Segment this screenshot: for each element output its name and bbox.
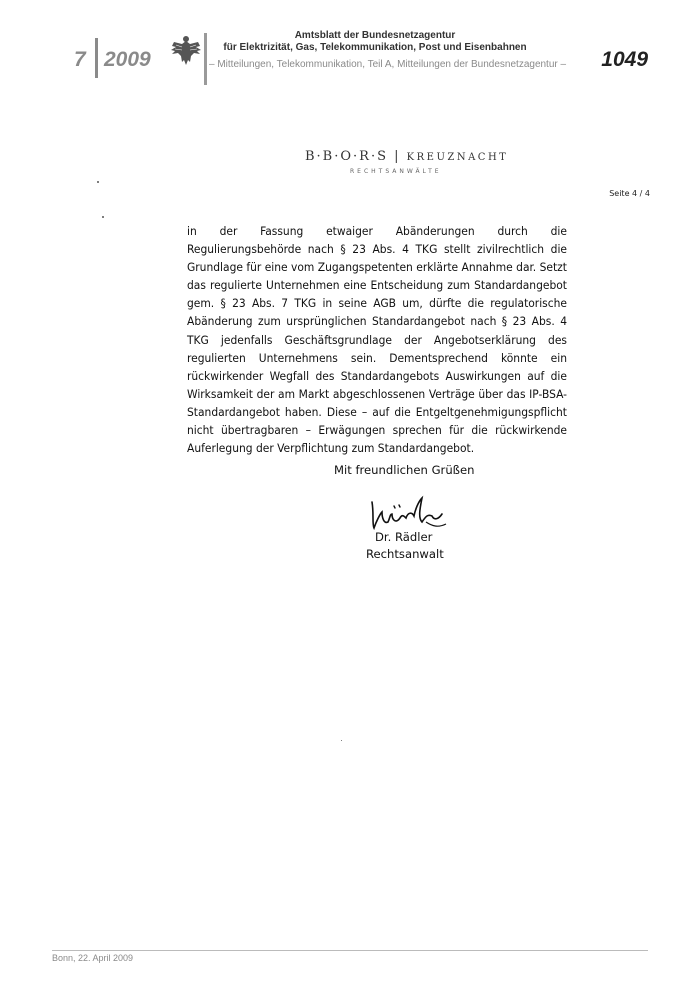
handwritten-signature <box>366 492 452 534</box>
federal-eagle-icon <box>170 34 202 68</box>
publication-title-line1: Amtsblatt der Bundesnetzagentur <box>294 30 456 41</box>
letterhead-bar: | <box>388 149 407 164</box>
issue-number-value: 7 <box>74 48 86 71</box>
page-number: 1049 <box>601 48 648 71</box>
scan-speck <box>97 181 99 183</box>
scan-speck <box>102 216 104 218</box>
issue-separator <box>95 38 98 78</box>
letter-closing: Mit freundlichen Grüßen <box>334 463 475 477</box>
letterhead-firm-name: B·B·O·R·S <box>305 149 388 164</box>
letter-page-reference: Seite 4 / 4 <box>609 189 650 198</box>
issue-year: 2009 <box>104 48 151 71</box>
letter-body: in der Fassung etwaiger Abänderungen durch die Regulierungsbehörde nach § 23 Abs. 4 TKG stellt zivilrechtlich die Grundlage für eine vom Zugangspetenten erklärte Annahme dar. Setzt das regulierte Unternehmen eine Entscheidung zum Standardangebot gem. § 23 Abs. 7 TKG in seine AGB um, dürfte die regulatorische Abänderung zum ursprünglichen Standardangebot nach § 23 Abs. 4 TKG jedenfalls Geschäftsgrundlage der Angebotserklärung des regulierten Unternehmens sein. Dementsprechend könnte ein rückwirkender Wegfall des Standardangebots Auswirkungen auf die Wirksamkeit der am Markt abgeschlossenen Verträge über das IP-BSA-Standardangebot haben. Diese – auf die Entgeltgenehmigungspflicht nicht übertragbaren – Erwägungen sprechen für die rückwirkende Auferlegung der Verpflichtung zum Standardangebot. <box>187 224 567 456</box>
footer-date: Bonn, 22. April 2009 <box>52 953 134 963</box>
signer-block <box>366 529 444 563</box>
header-divider <box>204 33 207 85</box>
scan-speck <box>341 740 342 741</box>
letterhead-subtitle: RECHTSANWÄLTE <box>350 168 442 175</box>
publication-title-line2: für Elektrizität, Gas, Telekommunikation, Post und Eisenbahnen <box>223 42 527 53</box>
publication-title <box>210 30 540 54</box>
letterhead-city: KREUZNACHT <box>406 152 509 163</box>
signer-role: Rechtsanwalt <box>366 547 444 561</box>
footer-divider <box>52 950 648 951</box>
publication-subtitle: – Mitteilungen, Telekommunikation, Teil A, Mitteilungen der Bundesnetzagentur – <box>209 59 567 70</box>
letterhead-firm <box>305 149 508 164</box>
signer-name: Dr. Rädler <box>375 530 433 544</box>
